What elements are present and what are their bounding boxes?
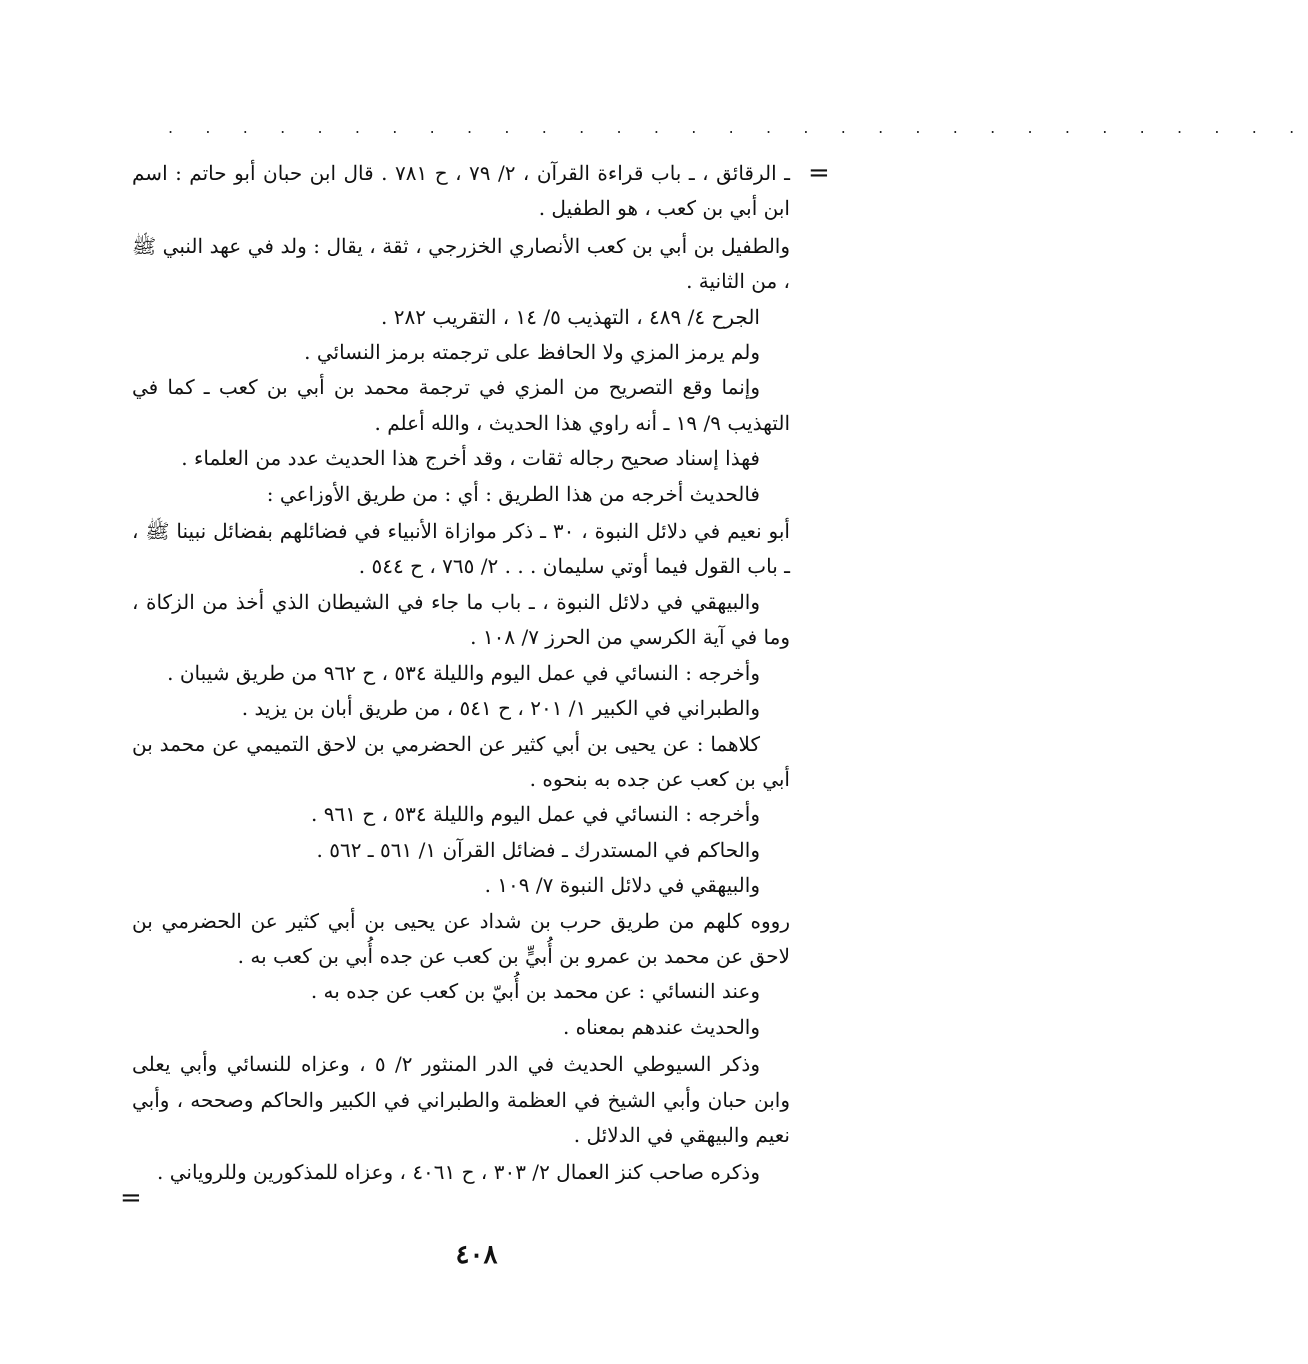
continuation-mark-bottom: =	[120, 1183, 142, 1213]
footnote-paragraph: وذكره صاحب كنز العمال ٢/ ٣٠٣ ، ح ٤٠٦١ ، وعزاه للمذكورين وللروياني .	[157, 1160, 760, 1185]
footnote-paragraph: والحديث عندهم بمعناه .	[562, 1014, 760, 1039]
footnote-paragraph: والبيهقي في دلائل النبوة ٧/ ١٠٩ .	[484, 873, 760, 898]
footnote-paragraph: وأخرجه : النسائي في عمل اليوم والليلة ٥٣٤ ، ح ٩٦١ .	[310, 802, 760, 827]
footnote-separator: . . . . . . . . . . . . . . . . . . . . . . . . . . . . . . .	[168, 118, 1308, 137]
footnote-paragraph: أبو نعيم في دلائل النبوة ، ٣٠ ـ ذكر موازاة الأنبياء في فضائلهم بفضائل نبينا ﷺ ، ـ باب القول فيما أوتي سليمان . . . ٢/ ٧٦٥ ، ح ٥٤٤ .	[132, 519, 790, 579]
footnote-paragraph: والبيهقي في دلائل النبوة ، ـ باب ما جاء في الشيطان الذي أخذ من الزكاة ، وما في آية الكرسي من الحرز ٧/ ١٠٨ .	[132, 589, 790, 650]
footnote-paragraph: رووه كلهم من طريق حرب بن شداد عن يحيى بن أبي كثير عن الحضرمي بن لاحق عن محمد بن عمرو بن أُبيٍّ بن كعب عن جده أُبي بن كعب به .	[132, 908, 790, 968]
footnote-paragraph: والطبراني في الكبير ١/ ٢٠١ ، ح ٥٤١ ، من طريق أبان بن يزيد .	[241, 696, 760, 721]
footnote-paragraph: كلاهما : عن يحيى بن أبي كثير عن الحضرمي بن لاحق التميمي عن محمد بن أبي بن كعب عن جده به بنحوه .	[132, 731, 790, 791]
footnote-paragraph: ولم يرمز المزي ولا الحافظ على ترجمته برمز النسائي .	[304, 340, 760, 365]
footnote-paragraph: والطفيل بن أبي بن كعب الأنصاري الخزرجي ، ثقة ، يقال : ولد في عهد النبي ﷺ ، من الثانية .	[132, 233, 790, 294]
continuation-mark-top: =	[808, 158, 830, 188]
page-number: ٤٠٨	[455, 1240, 498, 1270]
footnote-paragraph: وعند النسائي : عن محمد بن أُبيّ بن كعب عن جده به .	[310, 979, 760, 1004]
footnote-paragraph: فهذا إسناد صحيح رجاله ثقات ، وقد أخرج هذا الحديث عدد من العلماء .	[181, 446, 760, 471]
footnote-paragraph: ـ الرقائق ، ـ باب قراءة القرآن ، ٢/ ٧٩ ، ح ٧٨١ . قال ابن حبان أبو حاتم : اسم ابن أبي بن كعب ، هو الطفيل .	[132, 161, 790, 221]
footnote-paragraph: وأخرجه : النسائي في عمل اليوم والليلة ٥٣٤ ، ح ٩٦٢ من طريق شيبان .	[167, 660, 760, 685]
footnote-paragraph: فالحديث أخرجه من هذا الطريق : أي : من طريق الأوزاعي :	[266, 481, 760, 506]
footnote-paragraph: وإنما وقع التصريح من المزي في ترجمة محمد بن أبي بن كعب ـ كما في التهذيب ٩/ ١٩ ـ أنه راوي هذا الحديث ، والله أعلم .	[132, 375, 790, 435]
footnote-paragraph: الجرح ٤/ ٤٨٩ ، التهذيب ٥/ ١٤ ، التقريب ٢٨٢ .	[381, 304, 760, 329]
footnote-paragraph: والحاكم في المستدرك ـ فضائل القرآن ١/ ٥٦١ ـ ٥٦٢ .	[316, 837, 760, 862]
footnote-text	[132, 156, 790, 1191]
footnote-paragraph: وذكر السيوطي الحديث في الدر المنثور ٢/ ٥ ، وعزاه للنسائي وأبي يعلى وابن حبان وأبي الشيخ في العظمة والطبراني في الكبير والحاكم وصححه ، وأبي نعيم والبيهقي في الدلائل .	[132, 1052, 790, 1147]
